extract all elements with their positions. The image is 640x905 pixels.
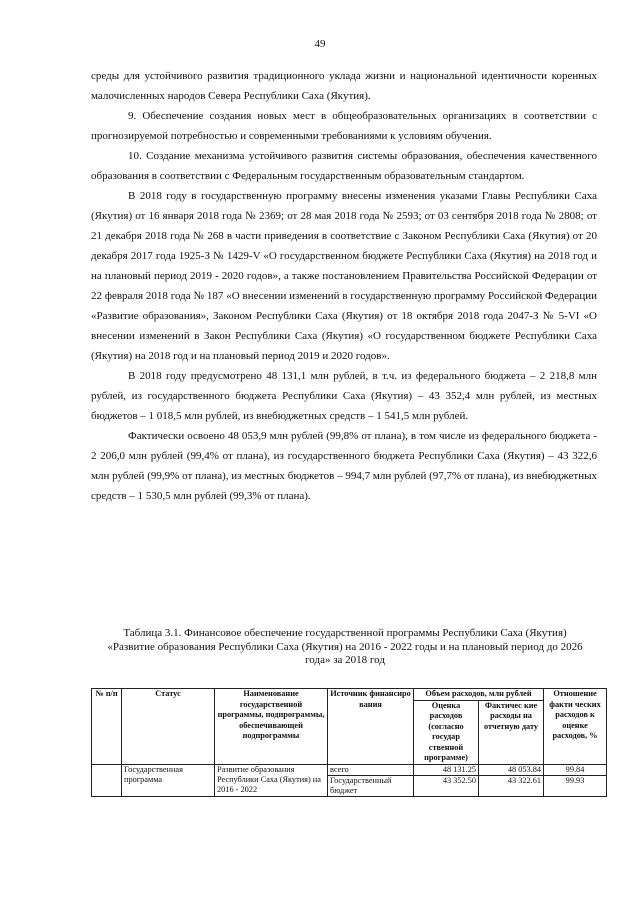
- row-ratio: 99.93: [544, 775, 607, 796]
- header-status: Статус: [122, 689, 215, 765]
- row-ratio: 99.84: [544, 764, 607, 775]
- financing-table: [91, 688, 607, 797]
- row-num: [92, 764, 122, 796]
- header-ratio: Отношение факти ческих расходов к оценке расходов, %: [544, 689, 607, 765]
- row-estimate: 48 131.25: [414, 764, 479, 775]
- header-name: Наименование государственной программы, подпрограммы, обеспечивающей подпрограммы: [215, 689, 328, 765]
- paragraph: Фактически освоено 48 053,9 млн рублей (99,8% от плана), в том числе из федерального бюджета - 2 206,0 млн рублей (99,4% от плана), из государственного бюджета Республики Саха (Якутия) – 43 322,6 млн рублей (99,9% от плана), из местных бюджетов – 994,7 млн рублей (97,7% от плана), из внебюджетных средств – 1 530,5 млн рублей (99,3% от плана).: [91, 430, 597, 502]
- paragraph: В 2018 году в государственную программу внесены изменения указами Главы Республики Саха (Якутия) от 16 января 2018 года № 2369; от 28 мая 2018 года № 2593; от 03 сентября 2018 года № 2808; от 21 декабря 2018 года № 268 в части приведения в соответствие с Законом Республики Саха (Якутия) от 20 декабря 2017 года 1925-З № 1429-V «О государственном бюджете Республики Саха (Якутия) на 2018 год и на плановый период 2019 - 2020 годов», а также постановлением Правительства Российской Федерации от 22 февраля 2018 года № 187 «О внесении изменений в государственную программу Российской Федерации «Развитие образования», Законом Республики Саха (Якутия) от 18 октября 2018 года 2047-З № 5-VI «О внесении изменений в Закон Республики Саха (Якутия) «О государственном бюджете Республики Саха (Якутия) на 2018 год и на плановый период 2019 и 2020 годов».: [91, 190, 597, 362]
- row-source: всего: [328, 764, 414, 775]
- header-actual: Фактичес кие расходы на отчетную дату: [479, 700, 544, 764]
- table-caption: Таблица 3.1. Финансовое обеспечение государственной программы Республики Саха (Якутия) «Развитие образования Республики Саха (Якутия) на 2016 - 2022 годы и на плановый период до 2026 года» за 2018 год: [107, 627, 583, 666]
- row-actual: 43 322.61: [479, 775, 544, 796]
- body-text: [91, 66, 597, 506]
- row-estimate: 43 352.50: [414, 775, 479, 796]
- paragraph: 10. Создание механизма устойчивого развития системы образования, обеспечения качественного образования в соответствии с Федеральным государственным образовательным стандартом.: [91, 150, 597, 182]
- header-volume: Объем расходов, млн рублей: [414, 689, 544, 701]
- row-source: Государственный бюджет: [328, 775, 414, 796]
- row-name: Развитие образования Республики Саха (Якутия) на 2016 - 2022: [215, 764, 328, 796]
- header-num: № п/п: [92, 689, 122, 765]
- header-estimate: Оценка расходов (согласно государ ственной программе): [414, 700, 479, 764]
- paragraph: среды для устойчивого развития традиционного уклада жизни и национальной идентичности коренных малочисленных народов Севера Республики Саха (Якутия).: [91, 70, 597, 102]
- table-row: [92, 764, 607, 775]
- header-source: Источник финансиро вания: [328, 689, 414, 765]
- paragraph: 9. Обеспечение создания новых мест в общеобразовательных организациях в соответствии с прогнозируемой потребностью и современными требованиями к условиям обучения.: [91, 110, 597, 142]
- row-status: Государственная программа: [122, 764, 215, 796]
- row-actual: 48 053.84: [479, 764, 544, 775]
- page-number: 49: [314, 38, 326, 50]
- paragraph: В 2018 году предусмотрено 48 131,1 млн рублей, в т.ч. из федерального бюджета – 2 218,8 млн рублей, из государственного бюджета Республики Саха (Якутия) – 43 352,4 млн рублей, из местных бюджетов – 1 018,5 млн рублей, из внебюджетных средств – 1 541,5 млн рублей.: [91, 370, 597, 422]
